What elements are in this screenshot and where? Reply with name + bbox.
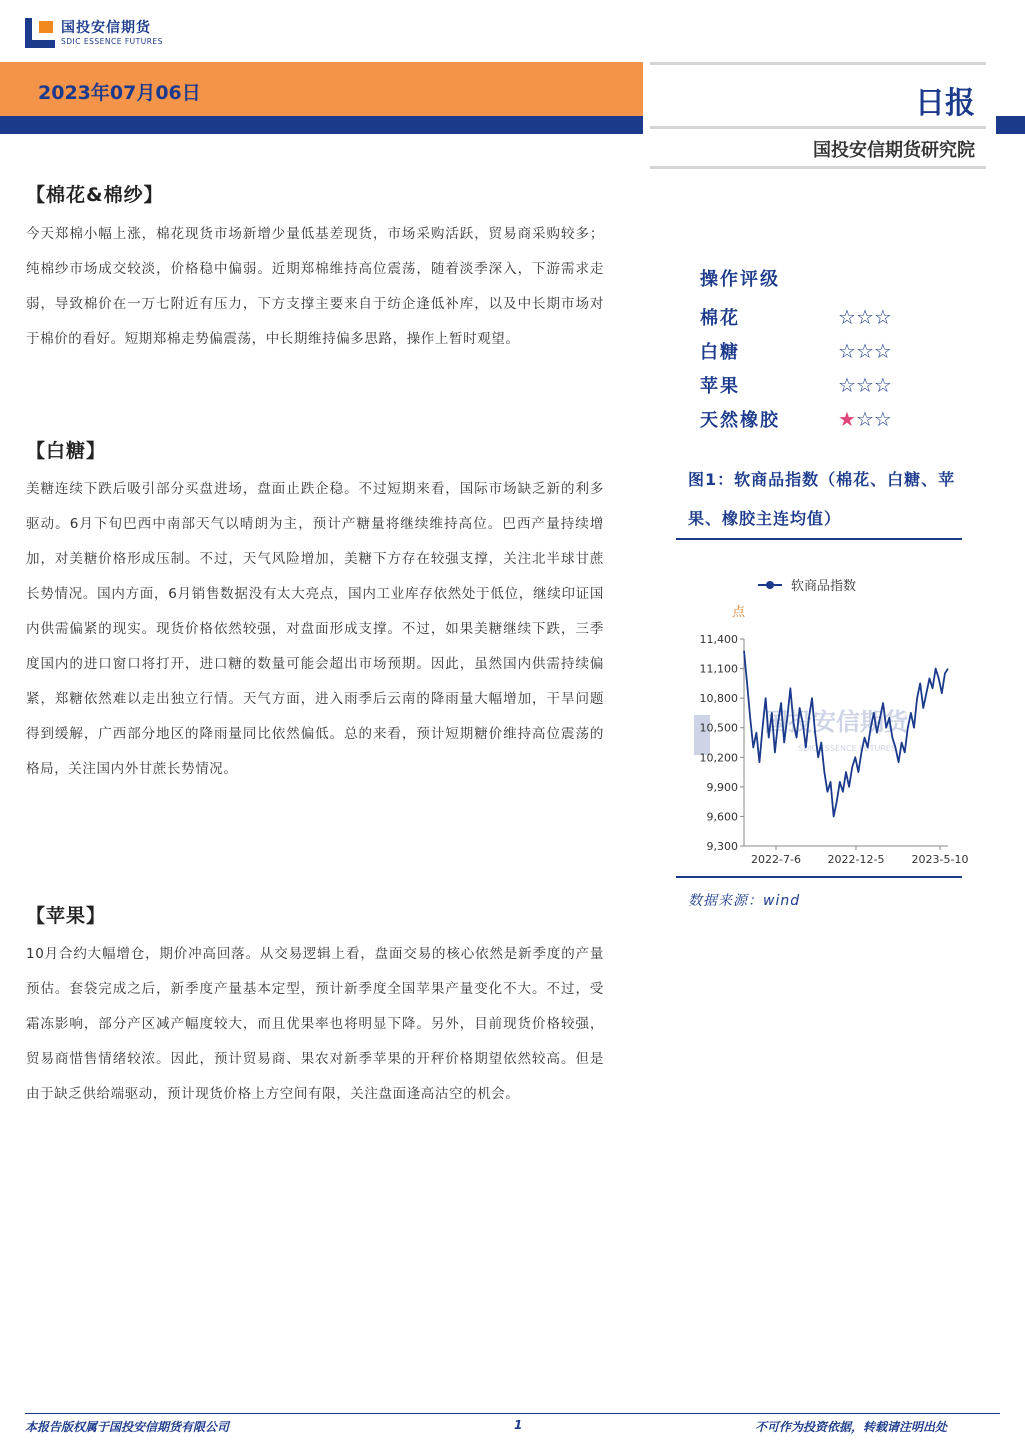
logo-name-en: SDIC ESSENCE FUTURES <box>61 36 163 46</box>
section-title-sugar: 【白糖】 <box>26 440 107 462</box>
star-empty-icon: ☆ <box>838 372 856 397</box>
star-filled-icon: ★ <box>838 406 856 431</box>
star-empty-icon: ☆ <box>855 372 874 397</box>
x-tick-label: 2022-7-6 <box>751 853 801 866</box>
section-title-cotton: 【棉花&棉纱】 <box>26 184 164 206</box>
rating-name: 白糖 <box>700 342 740 363</box>
header-stripe <box>0 116 643 134</box>
institute-name: 国投安信期货研究院 <box>813 140 975 161</box>
rating-row <box>700 368 920 402</box>
star-rating <box>838 304 892 329</box>
star-empty-icon: ☆ <box>873 304 892 329</box>
y-tick-label: 10,500 <box>699 721 738 735</box>
rating-panel <box>700 265 920 436</box>
rating-name: 棉花 <box>700 308 740 329</box>
logo-icon <box>25 18 55 48</box>
figure-divider <box>676 876 962 878</box>
rating-title: 操作评级 <box>700 269 780 290</box>
section-title-apple: 【苹果】 <box>26 905 107 927</box>
star-rating <box>838 406 892 431</box>
page-number: 1 <box>514 1418 523 1432</box>
section-body-sugar: 美糖连续下跌后吸引部分买盘进场，盘面止跌企稳。不过短期来看，国际市场缺乏新的利多驱动。6月下旬巴西中南部天气以晴朗为主，预计产糖量将继续维持高位。巴西产量持续增加，对美糖价格形成压制。不过，天气风险增加，美糖下方存在较强支撑，关注北半球甘蔗长势情况。国内方面，6月销售数据没有太大亮点，国内工业库存依然处于低位，继续印证国内供需偏紧的现实。现货价格依然较强，对盘面形成支撑。不过，如果美糖继续下跌，三季度国内的进口窗口将打开，进口糖的数量可能会超出市场预期。因此，虽然国内供需持续偏紧，郑糖依然难以走出独立行情。天气方面，进入雨季后云南的降雨量大幅增加，干旱问题得到缓解，广西部分地区的降雨量同比依然偏低。总的来看，预计短期糖价维持高位震荡的格局，关注国内外甘蔗长势情况。 <box>26 481 604 777</box>
figure-divider <box>676 538 962 540</box>
footer-disclaimer: 不可作为投资依据，转载请注明出处 <box>755 1420 948 1434</box>
rating-name: 天然橡胶 <box>700 410 780 431</box>
star-empty-icon: ☆ <box>855 406 874 431</box>
footer-copyright: 本报告版权属于国投安信期货有限公司 <box>25 1420 230 1434</box>
y-tick-label: 9,600 <box>706 810 738 824</box>
y-tick-label: 11,400 <box>699 633 738 646</box>
star-empty-icon: ☆ <box>873 406 892 431</box>
star-empty-icon: ☆ <box>855 338 874 363</box>
soft-commodity-index-chart <box>676 565 969 880</box>
section-body-cotton: 今天郑棉小幅上涨，棉花现货市场新增少量低基差现货，市场采购活跃，贸易商采购较多；纯棉纱市场成交较淡，价格稳中偏弱。近期郑棉维持高位震荡，随着淡季深入，下游需求走弱，导致棉价在一万七附近有压力，下方支撑主要来自于纺企逢低补库，以及中长期市场对于棉价的看好。短期郑棉走势偏震荡，中长期维持偏多思路，操作上暂时观望。 <box>26 226 604 347</box>
star-empty-icon: ☆ <box>873 338 892 363</box>
report-date: 2023年07月06日 <box>38 82 201 104</box>
header-stripe-right <box>996 116 1025 134</box>
star-empty-icon: ☆ <box>838 338 856 363</box>
star-rating <box>838 338 892 363</box>
figure-title: 图1：软商品指数（棉花、白糖、苹果、橡胶主连均值） <box>688 470 956 528</box>
report-type: 日报 <box>915 86 975 121</box>
star-empty-icon: ☆ <box>873 372 892 397</box>
rating-row <box>700 334 920 368</box>
y-tick-label: 11,100 <box>699 662 738 676</box>
y-axis-unit: 点 <box>732 605 746 620</box>
rating-row <box>700 300 920 334</box>
y-tick-label: 10,800 <box>699 692 738 706</box>
rating-row <box>700 402 920 436</box>
data-source: 数据来源：wind <box>688 893 801 909</box>
star-empty-icon: ☆ <box>838 304 856 329</box>
legend <box>758 578 856 594</box>
star-empty-icon: ☆ <box>855 304 874 329</box>
y-tick-label: 9,300 <box>706 840 738 853</box>
x-tick-label: 2023-5-10 <box>911 853 969 866</box>
legend-marker-icon <box>766 581 774 589</box>
star-rating <box>838 372 892 397</box>
y-tick-label: 10,200 <box>699 751 738 765</box>
x-tick-label: 2022-12-5 <box>827 853 885 866</box>
company-logo <box>25 18 163 48</box>
y-tick-label: 9,900 <box>706 780 738 794</box>
watermark-text: 国投安信期货 <box>764 708 908 736</box>
section-body-apple: 10月合约大幅增仓，期价冲高回落。从交易逻辑上看，盘面交易的核心依然是新季度的产量预估。套袋完成之后，新季度产量基本定型，预计新季度全国苹果产量变化不大。不过，受霜冻影响，部分产区减产幅度较大，而且优果率也将明显下降。另外，目前现货价格较强，贸易商惜售情绪较浓。因此，预计贸易商、果农对新季苹果的开秤价格期望依然较高。但是由于缺乏供给端驱动，预计现货价格上方空间有限，关注盘面逢高沽空的机会。 <box>26 946 604 1102</box>
logo-name-cn: 国投安信期货 <box>61 19 151 36</box>
watermark-en: SDIC ESSENCE FUTURES <box>798 744 897 753</box>
legend-label: 软商品指数 <box>791 579 857 594</box>
footer-divider <box>25 1413 1000 1414</box>
divider <box>650 62 986 65</box>
divider <box>650 166 986 169</box>
divider <box>650 126 986 129</box>
rating-name: 苹果 <box>700 376 740 397</box>
